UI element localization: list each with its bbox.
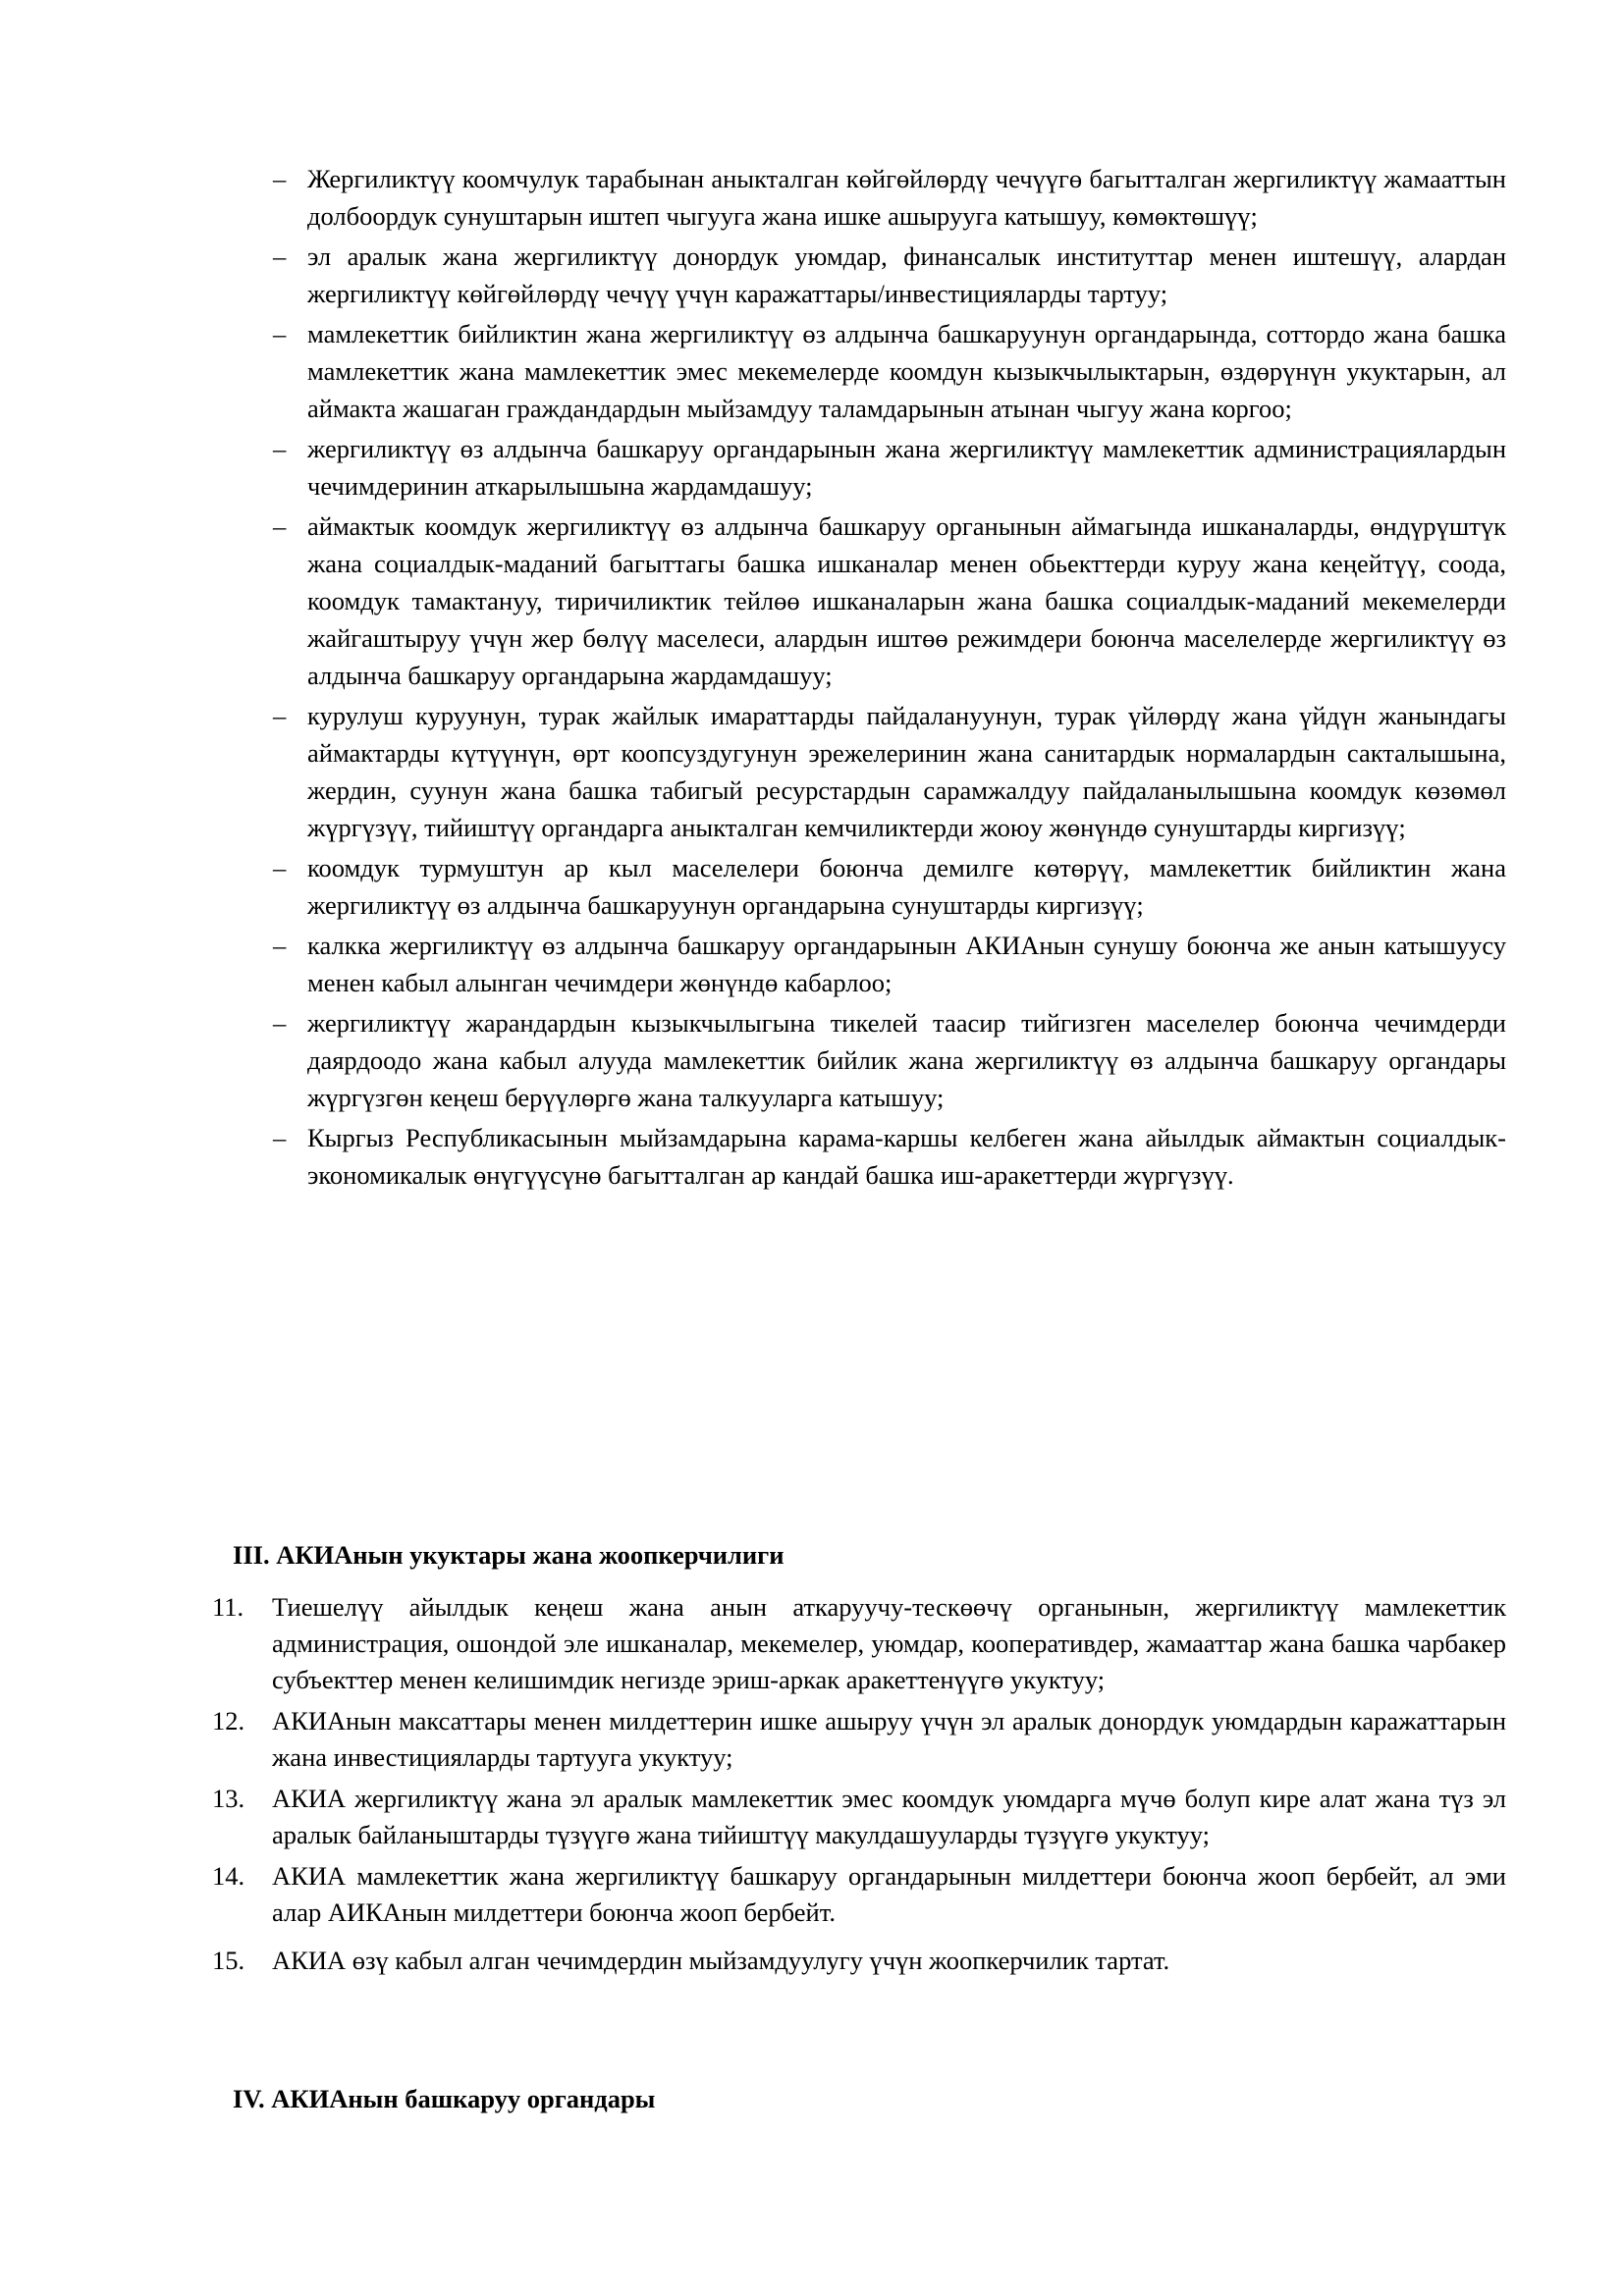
item-number: 13. [212,1784,245,1813]
responsibilities-dash-list [273,160,1506,1197]
item-text: АКИА мамлекеттик жана жергиликтүү башкаруу органдарынын милдеттери боюнча жооп бербейт, ал эми алар АИКАнын милдеттери боюнча жооп бербейт. [272,1861,1506,1927]
rights-numbered-list [212,1589,1506,1984]
dash-bullet: – [273,931,287,960]
dash-bullet: – [273,241,287,271]
list-item [273,697,1506,846]
list-item-text: жергиликтүү өз алдынча башкаруу органдарынын жана жергиликтүү мамлекеттик администрациялардын чечимдеринин аткарылышына жардамдашуу; [307,434,1506,501]
numbered-item [212,1858,1506,1931]
dash-bullet: – [273,164,287,193]
item-number: 12. [212,1706,245,1735]
list-item-text: эл аралык жана жергиликтүү донордук уюмдар, финансалык институттар менен иштешүү, алардан жергиликтүү көйгөйлөрдү чечүү үчүн каражаттары/инвестицияларды тартуу; [307,241,1506,308]
list-item [273,1119,1506,1194]
item-text: Тиешелүү айылдык кеңеш жана анын аткаруучу-тескөөчү органынын, жергиликтүү мамлекеттик администрация, ошондой эле ишканалар, мекемелер, уюмдар, кооперативдер, жамааттар жана башка чарбакер субъекттер менен келишимдик негизде эриш-аркак аракеттенүүгө укуктуу; [272,1592,1506,1694]
list-item-text: аймактык коомдук жергиликтүү өз алдынча башкаруу органынын аймагында ишканаларды, өндүрүштүк жана социалдык-маданий багыттагы башка ишканалар менен обьекттерди куруу жана кеңейтүү, соода, коомдук тамактануу, тиричиликтик тейлөө ишканаларын жана башка социалдык-маданий мекемелерди жайгаштыруу үчүн жер бөлүү маселеси, алардын иштөө режимдери боюнча маселелерде жергиликтүү өз алдынча башкаруу органдарына жардамдашуу; [307,511,1506,690]
numbered-item [212,1703,1506,1776]
dash-bullet: – [273,1123,287,1152]
list-item-text: калкка жергиликтүү өз алдынча башкаруу органдарынын АКИАнын сунушу боюнча же анын катышуусу менен кабыл алынган чечимдери жөнүндө кабарлоо; [307,931,1506,997]
dash-bullet: – [273,434,287,463]
list-item [273,507,1506,694]
numbered-item [212,1589,1506,1698]
list-item-text: Жергиликтүү коомчулук тарабынан аныкталган көйгөйлөрдү чечүүгө багытталган жергиликтүү жамааттын долбоордук сунуштарын иштеп чыгууга жана ишке ашырууга катышуу, көмөктөшүү; [307,164,1506,231]
dash-bullet: – [273,1008,287,1038]
list-item [273,1004,1506,1116]
item-text: АКИА өзү кабыл алган чечимдердин мыйзамдуулугу үчүн жоопкерчилик тартат. [272,1946,1170,1975]
numbered-item [212,1943,1506,1979]
section-4-heading: IV. АКИАнын башкаруу органдары [233,2084,656,2113]
dash-bullet: – [273,701,287,730]
item-number: 15. [212,1946,245,1975]
list-item [273,430,1506,505]
list-item [273,315,1506,427]
list-item [273,927,1506,1001]
list-item [273,160,1506,235]
dash-bullet: – [273,511,287,541]
item-number: 11. [212,1592,244,1622]
item-text: АКИАнын максаттары менен милдеттерин ишке ашыруу үчүн эл аралык донордук уюмдардын каражаттарын жана инвестицияларды тартууга укуктуу; [272,1706,1506,1772]
section-3-heading: III. АКИАнын укуктары жана жоопкерчилиги [233,1540,785,1570]
item-number: 14. [212,1861,245,1891]
list-item-text: Кыргыз Республикасынын мыйзамдарына карама-каршы келбеген жана айылдык аймактын социалдык-экономикалык өнүгүүсүнө багытталган ар кандай башка иш-аракеттерди жүргүзүү. [307,1123,1506,1190]
list-item [273,849,1506,924]
list-item-text: жергиликтүү жарандардын кызыкчылыгына тикелей таасир тийгизген маселелер боюнча чечимдерди даярдоодо жана кабыл алууда мамлекеттик бийлик жана жергиликтүү өз алдынча башкаруу органдары жүргүзгөн кеңеш берүүлөргө жана талкууларга катышуу; [307,1008,1506,1112]
dash-bullet: – [273,853,287,882]
list-item-text: курулуш куруунун, турак жайлык имараттарды пайдалануунун, турак үйлөрдү жана үйдүн жанындагы аймактарды күтүүнүн, өрт коопсуздугунун эрежелеринин жана санитардык нормалардын сакталышына, жердин, суунун жана башка табигый ресурстардын сарамжалдуу пайдаланылышына коомдук көзөмөл жүргүзүү, тийиштүү органдарга аныкталган кемчиликтерди жоюу жөнүндө сунуштарды киргизүү; [307,701,1506,842]
list-item [273,238,1506,312]
dash-bullet: – [273,319,287,348]
list-item-text: мамлекеттик бийликтин жана жергиликтүү өз алдынча башкаруунун органдарында, соттордо жана башка мамлекеттик жана мамлекеттик эмес мекемелерде коомдун кызыкчылыктарын, өздөрүнүн укуктарын, ал аймакта жашаган граждандардын мыйзамдуу таламдарынын атынан чыгуу жана коргоо; [307,319,1506,423]
numbered-item [212,1781,1506,1853]
list-item-text: коомдук турмуштун ар кыл маселелери боюнча демилге көтөрүү, мамлекеттик бийликтин жана жергиликтүү өз алдынча башкаруунун органдарына сунуштарды киргизүү; [307,853,1506,920]
item-text: АКИА жергиликтүү жана эл аралык мамлекеттик эмес коомдук уюмдарга мүчө болуп кире алат жана түз эл аралык байланыштарды түзүүгө жана тийиштүү макулдашууларды түзүүгө укуктуу; [272,1784,1506,1849]
